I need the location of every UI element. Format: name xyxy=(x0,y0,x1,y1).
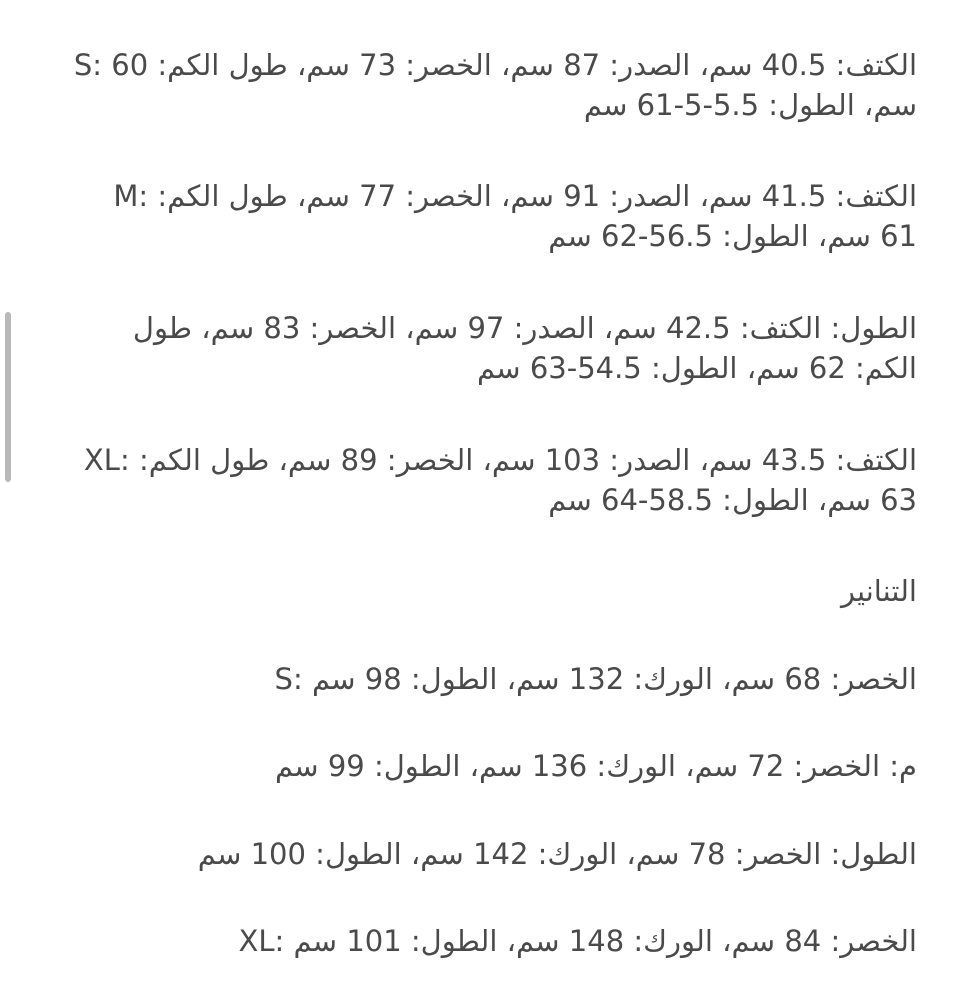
tops-size-l-line1: الطول: الكتف: 42.5 سم، الصدر: 97 سم، الخصر: 83 سم، طول xyxy=(132,311,917,345)
skirt-size-xl-text: الخصر: 84 سم، الورك: 148 سم، الطول: 101 سم :XL xyxy=(238,924,917,958)
skirt-size-m-text: م: الخصر: 72 سم، الورك: 136 سم، الطول: 99 سم xyxy=(275,749,917,783)
tops-size-s xyxy=(37,45,917,125)
tops-size-s-line2: سم، الطول: 5.5-5-61 سم xyxy=(583,88,917,122)
tops-size-l xyxy=(37,308,917,388)
skirts-heading-text: التنانير xyxy=(840,574,917,608)
skirt-size-l-text: الطول: الخصر: 78 سم، الورك: 142 سم، الطول: 100 سم xyxy=(197,837,917,871)
skirt-size-m xyxy=(37,746,917,786)
tops-size-m xyxy=(37,176,917,256)
skirts-heading xyxy=(37,571,917,611)
tops-size-m-line1: الكتف: 41.5 سم، الصدر: 91 سم، الخصر: 77 سم، طول الكم: :M xyxy=(113,179,917,213)
tops-size-m-line2: 61 سم، الطول: 56.5-62 سم xyxy=(548,219,917,253)
tops-size-xl-line2: 63 سم، الطول: 58.5-64 سم xyxy=(548,483,917,517)
skirt-size-xl xyxy=(37,921,917,961)
skirt-size-s-text: الخصر: 68 سم، الورك: 132 سم، الطول: 98 سم :S xyxy=(274,662,917,696)
tops-size-xl-line1: الكتف: 43.5 سم، الصدر: 103 سم، الخصر: 89 سم، طول الكم: :XL xyxy=(83,443,917,477)
skirt-size-s xyxy=(37,659,917,699)
tops-size-l-line2: الكم: 62 سم، الطول: 54.5-63 سم xyxy=(476,351,917,385)
tops-size-xl xyxy=(37,440,917,520)
scrollbar-thumb[interactable] xyxy=(5,312,11,482)
tops-size-s-line1: الكتف: 40.5 سم، الصدر: 87 سم، الخصر: 73 سم، طول الكم: 60 :S xyxy=(73,48,917,82)
skirt-size-l xyxy=(37,834,917,874)
